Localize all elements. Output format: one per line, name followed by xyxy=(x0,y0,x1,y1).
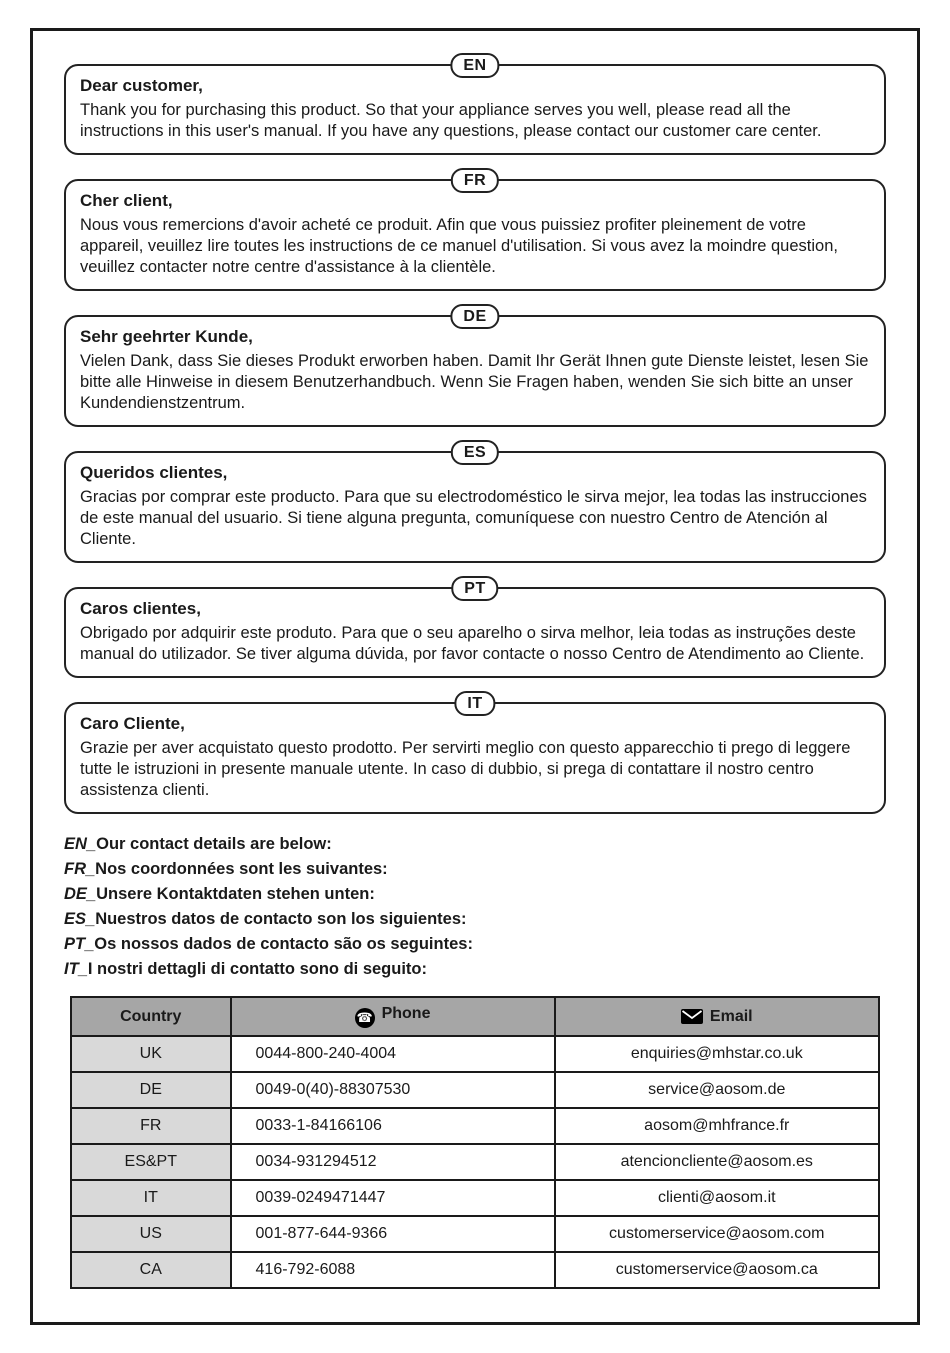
phone-cell: 0033-1-84166106 xyxy=(231,1108,555,1144)
language-section-de xyxy=(64,308,886,427)
table-row xyxy=(71,1072,879,1108)
table-header-phone-label: Phone xyxy=(381,1005,431,1022)
country-cell: FR xyxy=(71,1108,231,1144)
table-row xyxy=(71,1108,879,1144)
language-badge-fr: FR xyxy=(451,168,499,193)
email-cell: enquiries@mhstar.co.uk xyxy=(555,1036,879,1072)
language-section-it xyxy=(64,695,886,814)
table-row xyxy=(71,1180,879,1216)
phone-icon: ☎ xyxy=(355,1008,375,1028)
intro-prefix: EN_ xyxy=(64,835,97,853)
email-cell: aosom@mhfrance.fr xyxy=(555,1108,879,1144)
table-header-email-label: Email xyxy=(709,1007,753,1025)
language-section-pt xyxy=(64,580,886,678)
language-badge-pt: PT xyxy=(451,576,498,601)
phone-cell: 416-792-6088 xyxy=(231,1252,555,1288)
intro-text: I nostri dettagli di contatto sono di seguito: xyxy=(87,960,427,978)
section-body: Nous vous remercions d'avoir acheté ce produit. Afin que vous puissiez profiter pleinement de votre appareil, veuillez lire toutes les instructions de ce manuel d'utilisation. Si vous avez la moindre question, veuillez contacter notre centre d'assistance à la clientèle. xyxy=(80,216,838,276)
intro-text: Nos coordonnées sont les suivantes: xyxy=(95,860,388,878)
contact-intro-line-it xyxy=(64,957,886,982)
table-row xyxy=(71,1252,879,1288)
section-heading: Dear customer, xyxy=(80,76,203,95)
email-cell: customerservice@aosom.ca xyxy=(555,1252,879,1288)
email-cell: customerservice@aosom.com xyxy=(555,1216,879,1252)
intro-text: Unsere Kontaktdaten stehen unten: xyxy=(96,885,375,903)
phone-cell: 0044-800-240-4004 xyxy=(231,1036,555,1072)
section-body: Obrigado por adquirir este produto. Para que o seu aparelho o sirva melhor, leia todas as instruções deste manual do utilizador. Se tiver alguma dúvida, por favor contacte o nosso Centro de Atendimento ao Cliente. xyxy=(80,624,865,663)
section-heading: Caros clientes, xyxy=(80,599,201,618)
contact-intro-line-en xyxy=(64,832,886,857)
section-heading: Queridos clientes, xyxy=(80,463,228,482)
table-header-country: Country xyxy=(71,997,231,1036)
intro-prefix: DE_ xyxy=(64,885,97,903)
section-heading: Cher client, xyxy=(80,191,173,210)
language-badge-en: EN xyxy=(450,53,499,78)
country-cell: US xyxy=(71,1216,231,1252)
country-cell: UK xyxy=(71,1036,231,1072)
country-cell: CA xyxy=(71,1252,231,1288)
email-cell: atencioncliente@aosom.es xyxy=(555,1144,879,1180)
email-icon xyxy=(681,1009,703,1024)
intro-prefix: ES_ xyxy=(64,910,96,928)
table-header-row xyxy=(71,997,879,1036)
table-header-phone xyxy=(231,997,555,1036)
contact-table xyxy=(70,996,880,1289)
section-body: Thank you for purchasing this product. So that your appliance serves you well, please read all the instructions in this user's manual. If you have any questions, please contact our customer care center. xyxy=(80,101,822,140)
intro-prefix: PT_ xyxy=(64,935,95,953)
table-row xyxy=(71,1036,879,1072)
section-body: Grazie per aver acquistato questo prodotto. Per servirti meglio con questo apparecchio ti prego di leggere tutte le istruzioni in presente manuale utente. In caso di dubbio, si prega di contattare il nostro centro assistenza clienti. xyxy=(80,739,851,799)
section-body: Gracias por comprar este producto. Para que su electrodoméstico le sirva mejor, lea todas las instrucciones de este manual del usuario. Si tiene alguna pregunta, comuníquese con nuestro Centro de Atención al Cliente. xyxy=(80,488,867,548)
phone-cell: 0039-0249471447 xyxy=(231,1180,555,1216)
phone-cell: 0049-0(40)-88307530 xyxy=(231,1072,555,1108)
email-cell: clienti@aosom.it xyxy=(555,1180,879,1216)
section-heading: Caro Cliente, xyxy=(80,714,185,733)
section-heading: Sehr geehrter Kunde, xyxy=(80,327,253,346)
phone-cell: 001-877-644-9366 xyxy=(231,1216,555,1252)
language-badge-es: ES xyxy=(451,440,499,465)
section-body: Vielen Dank, dass Sie dieses Produkt erworben haben. Damit Ihr Gerät Ihnen gute Dienste leistet, lesen Sie bitte alle Hinweise in diesem Benutzerhandbuch. Wenn Sie Fragen haben, wenden Sie sich bitte an unser Kundendienstzentrum. xyxy=(80,352,869,412)
intro-text: Os nossos dados de contacto são os seguintes: xyxy=(94,935,473,953)
table-row xyxy=(71,1216,879,1252)
country-cell: ES&PT xyxy=(71,1144,231,1180)
country-cell: DE xyxy=(71,1072,231,1108)
phone-cell: 0034-931294512 xyxy=(231,1144,555,1180)
country-cell: IT xyxy=(71,1180,231,1216)
intro-text: Nuestros datos de contacto son los siguientes: xyxy=(95,910,467,928)
contact-intro-line-de xyxy=(64,882,886,907)
intro-text: Our contact details are below: xyxy=(96,835,332,853)
language-section-fr xyxy=(64,172,886,291)
contact-intro-line-pt xyxy=(64,932,886,957)
intro-prefix: FR_ xyxy=(64,860,96,878)
contact-intro xyxy=(64,832,886,982)
table-header-email xyxy=(555,997,879,1036)
page-content xyxy=(64,40,886,1289)
language-section-en xyxy=(64,57,886,155)
contact-intro-line-fr xyxy=(64,857,886,882)
intro-prefix: IT_ xyxy=(64,960,88,978)
language-badge-de: DE xyxy=(450,304,499,329)
contact-intro-line-es xyxy=(64,907,886,932)
language-section-es xyxy=(64,444,886,563)
language-badge-it: IT xyxy=(454,691,495,716)
table-row xyxy=(71,1144,879,1180)
email-cell: service@aosom.de xyxy=(555,1072,879,1108)
